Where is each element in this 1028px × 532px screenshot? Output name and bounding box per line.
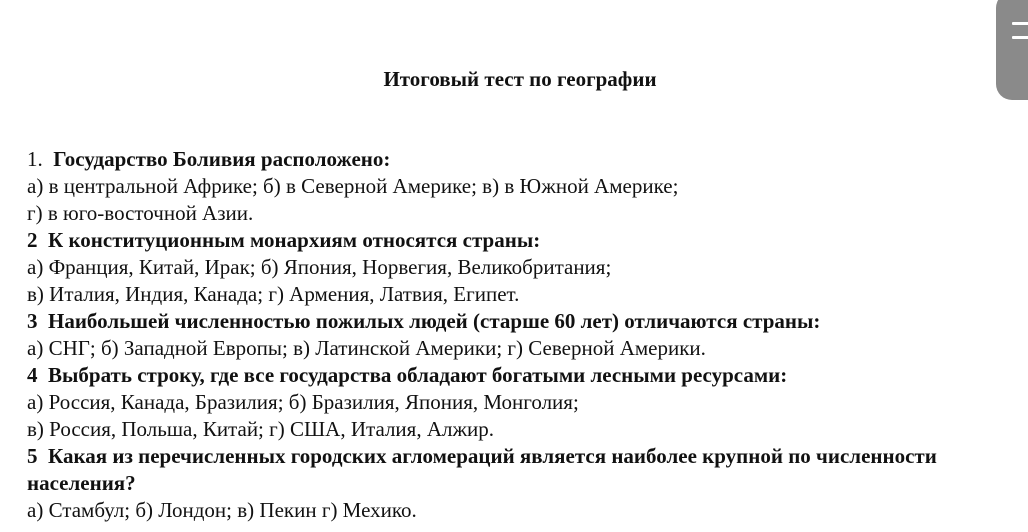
question-4: [27, 362, 987, 389]
question-2: [27, 227, 987, 254]
answer-line: а) СНГ; б) Западной Европы; в) Латинской Америки; г) Северной Америки.: [27, 336, 706, 360]
answer-line: а) Франция, Китай, Ирак; б) Япония, Норвегия, Великобритания;: [27, 255, 612, 279]
question-list: [27, 146, 987, 524]
question-text: Выбрать строку, где все государства обладают богатыми лесными ресурсами:: [48, 363, 788, 387]
answer-line: в) Россия, Польша, Китай; г) США, Италия, Алжир.: [27, 417, 494, 441]
question-number: 3: [27, 309, 38, 333]
question-text: Какая из перечисленных городских агломераций является наиболее крупной по численности населения?: [27, 444, 937, 495]
answer-line: а) в центральной Африке; б) в Северной Америке; в) в Южной Америке;: [27, 174, 679, 198]
answer-line: в) Италия, Индия, Канада; г) Армения, Латвия, Египет.: [27, 282, 520, 306]
question-text: К конституционным монархиям относятся страны:: [48, 228, 541, 252]
question-1: [27, 146, 987, 173]
question-number: 2: [27, 228, 38, 252]
question-text: Государство Боливия расположено:: [53, 147, 391, 171]
question-number: 5: [27, 444, 38, 468]
menu-lines-icon: [1012, 22, 1028, 25]
answer-line: г) в юго-восточной Азии.: [27, 201, 254, 225]
question-number: 4: [27, 363, 38, 387]
question-5: [27, 443, 987, 497]
question-3: [27, 308, 987, 335]
page-title: Итоговый тест по географии: [383, 67, 657, 91]
answer-line: а) Россия, Канада, Бразилия; б) Бразилия, Япония, Монголия;: [27, 390, 579, 414]
menu-lines-icon: [1012, 36, 1028, 39]
answer-line: а) Стамбул; б) Лондон; в) Пекин г) Мехико.: [27, 498, 417, 522]
question-text: Наибольшей численностью пожилых людей (старше 60 лет) отличаются страны:: [48, 309, 821, 333]
question-number: 1.: [27, 147, 43, 171]
